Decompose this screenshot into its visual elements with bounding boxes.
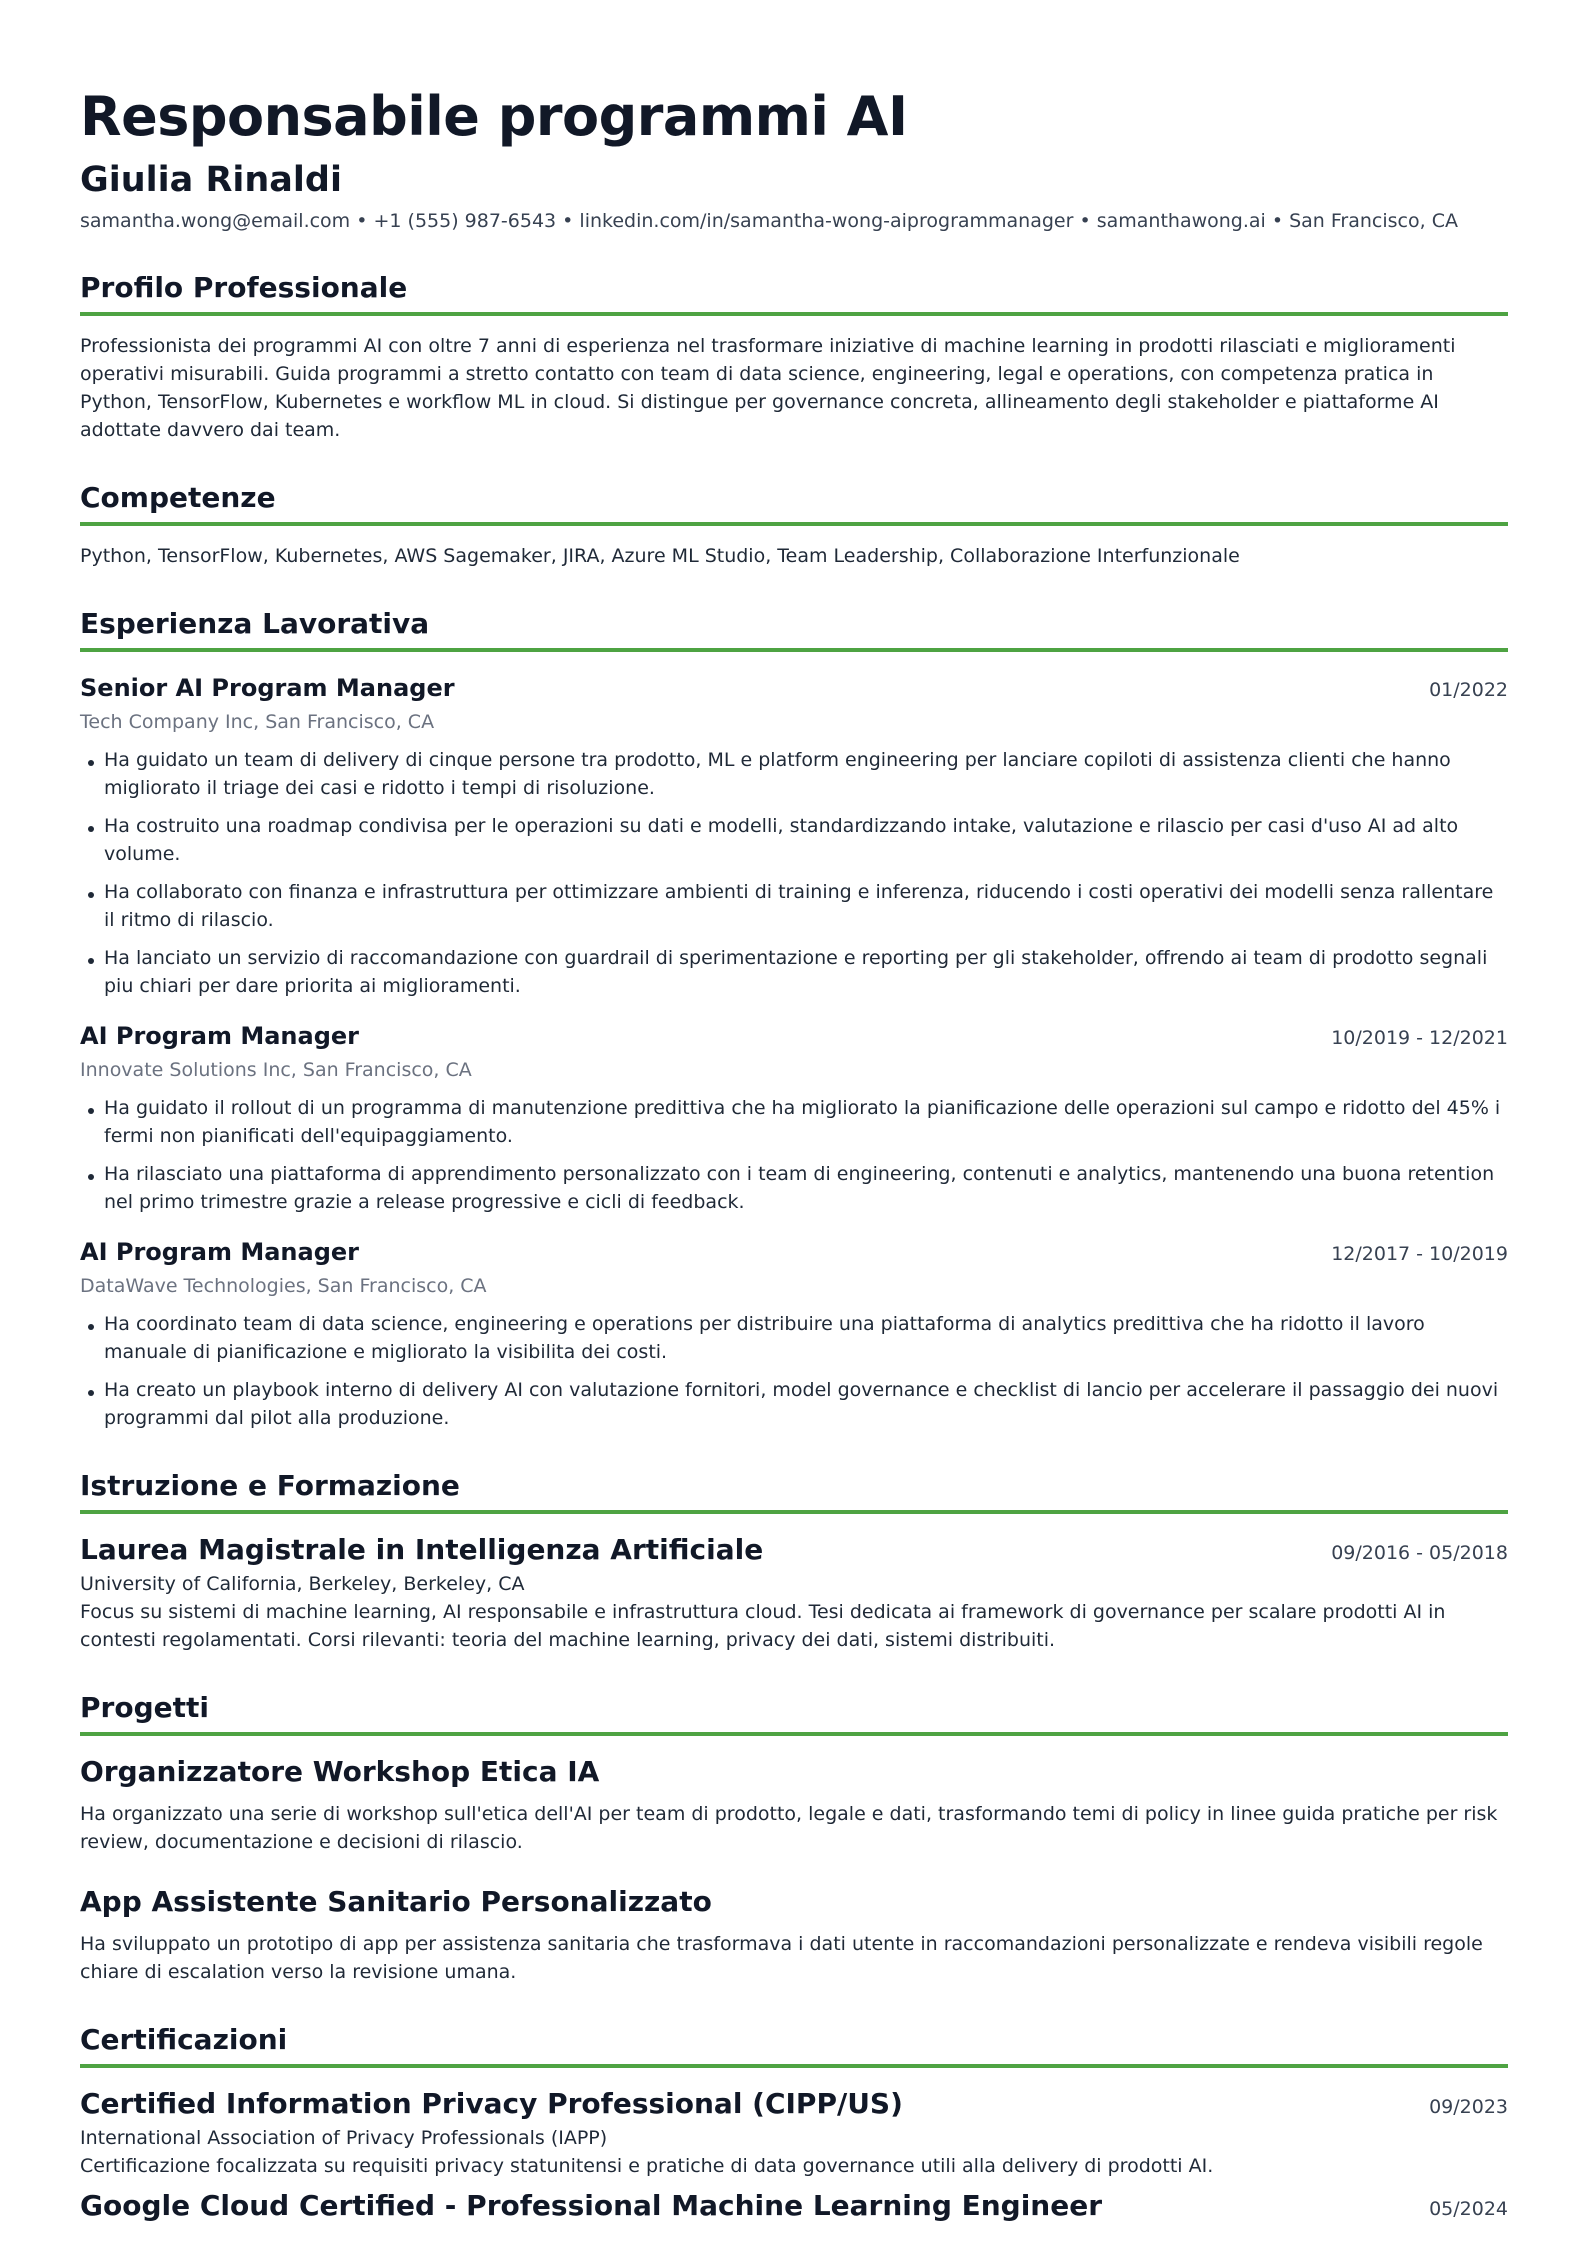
job-bullets — [80, 746, 1508, 1000]
certification-entry — [80, 2086, 1508, 2180]
project-desc: Ha sviluppato un prototipo di app per assistenza sanitaria che trasformava i dati utente in raccomandazioni personalizzate e rendeva visibili regole chiare di escalation verso la revisione umana. — [80, 1933, 1483, 1983]
bullet-item: Ha lanciato un servizio di raccomandazione con guardrail di sperimentazione e reporting per gli stakeholder, offrendo ai team di prodotto segnali piu chiari per dare priorita ai miglioramenti. — [80, 944, 1508, 1000]
job-entry — [80, 1236, 1508, 1432]
section-heading: Certificazioni — [80, 2022, 1508, 2068]
job-company: Innovate Solutions Inc, San Francisco, CA — [80, 1059, 472, 1081]
section-heading: Profilo Professionale — [80, 270, 1508, 316]
job-company: DataWave Technologies, San Francisco, CA — [80, 1275, 487, 1297]
bullet-item: Ha creato un playbook interno di delivery AI con valutazione fornitori, model governance e checklist di lancio per accelerare il passaggio dei nuovi programmi dal pilot alla produzione. — [80, 1376, 1508, 1432]
section-heading: Esperienza Lavorativa — [80, 606, 1508, 652]
education-section — [80, 1468, 1508, 1654]
job-title: AI Program Manager — [80, 1238, 359, 1266]
resume-header — [80, 82, 1508, 234]
school-name: University of California, Berkeley, Berkeley, CA — [80, 1573, 525, 1595]
job-bullets — [80, 1310, 1508, 1432]
certification-issuer: International Association of Privacy Professionals (IAPP) — [80, 2127, 608, 2149]
job-date: 10/2019 - 12/2021 — [1331, 1027, 1508, 1049]
job-bullets — [80, 1094, 1508, 1216]
resume-page — [80, 82, 1508, 2224]
bullet-item: Ha collaborato con finanza e infrastruttura per ottimizzare ambienti di training e inferenza, riducendo i costi operativi dei modelli senza rallentare il ritmo di rilascio. — [80, 878, 1508, 934]
education-entry — [80, 1532, 1508, 1654]
job-company: Tech Company Inc, San Francisco, CA — [80, 711, 435, 733]
candidate-name: Giulia Rinaldi — [80, 160, 342, 200]
projects-section — [80, 1690, 1508, 1986]
profile-section — [80, 270, 1508, 444]
contact-line: samantha.wong@email.com • +1 (555) 987-6543 • linkedin.com/in/samantha-wong-aiprogrammanager • samanthawong.ai • San Francisco, CA — [80, 210, 1458, 232]
project-title: App Assistente Sanitario Personalizzato — [80, 1885, 712, 1918]
section-heading: Competenze — [80, 480, 1508, 526]
certification-date: 05/2024 — [1429, 2198, 1508, 2220]
certification-date: 09/2023 — [1429, 2096, 1508, 2118]
page-title: Responsabile programmi AI — [80, 85, 908, 148]
project-title: Organizzatore Workshop Etica IA — [80, 1755, 600, 1788]
experience-section — [80, 606, 1508, 1432]
certification-title: Google Cloud Certified - Professional Machine Learning Engineer — [80, 2189, 1103, 2222]
project-entry — [80, 1754, 1508, 1856]
job-date: 01/2022 — [1429, 679, 1508, 701]
project-entry — [80, 1884, 1508, 1986]
section-heading: Progetti — [80, 1690, 1508, 1736]
education-desc: Focus su sistemi di machine learning, AI responsabile e infrastruttura cloud. Tesi dedicata ai framework di governance per scalare prodotti AI in contesti regolamentati. Corsi rilevanti: teoria del machine learning, privacy dei dati, sistemi distribuiti. — [80, 1601, 1446, 1651]
bullet-item: Ha coordinato team di data science, engineering e operations per distribuire una piattaforma di analytics predittiva che ha ridotto il lavoro manuale di pianificazione e migliorato la visibilita dei costi. — [80, 1310, 1508, 1366]
skills-text: Python, TensorFlow, Kubernetes, AWS Sagemaker, JIRA, Azure ML Studio, Team Leadership, Collaborazione Interfunzionale — [80, 545, 1240, 567]
profile-text: Professionista dei programmi AI con oltre 7 anni di esperienza nel trasformare iniziative di machine learning in prodotti rilasciati e miglioramenti operativi misurabili. Guida programmi a stretto contatto con team di data science, engineering, legal e operations, con competenza pratica in Python, TensorFlow, Kubernetes e workflow ML in cloud. Si distingue per governance concreta, allineamento degli stakeholder e piattaforme AI adottate davvero dai team. — [80, 335, 1456, 441]
bullet-item: Ha rilasciato una piattaforma di apprendimento personalizzato con i team di engineering, contenuti e analytics, mantenendo una buona retention nel primo trimestre grazie a release progressive e cicli di feedback. — [80, 1160, 1508, 1216]
education-date: 09/2016 - 05/2018 — [1331, 1542, 1508, 1564]
job-title: AI Program Manager — [80, 1022, 359, 1050]
job-entry — [80, 672, 1508, 1000]
project-desc: Ha organizzato una serie di workshop sull'etica dell'AI per team di prodotto, legale e dati, trasformando temi di policy in linee guida pratiche per risk review, documentazione e decisioni di rilascio. — [80, 1803, 1498, 1853]
job-date: 12/2017 - 10/2019 — [1331, 1243, 1508, 1265]
certification-title: Certified Information Privacy Professional (CIPP/US) — [80, 2087, 903, 2120]
section-heading: Istruzione e Formazione — [80, 1468, 1508, 1514]
job-entry — [80, 1020, 1508, 1216]
skills-section — [80, 480, 1508, 570]
certifications-section — [80, 2022, 1508, 2224]
bullet-item: Ha guidato un team di delivery di cinque persone tra prodotto, ML e platform engineering per lanciare copiloti di assistenza clienti che hanno migliorato il triage dei casi e ridotto i tempi di risoluzione. — [80, 746, 1508, 802]
certification-entry — [80, 2188, 1508, 2224]
bullet-item: Ha costruito una roadmap condivisa per le operazioni su dati e modelli, standardizzando intake, valutazione e rilascio per casi d'uso AI ad alto volume. — [80, 812, 1508, 868]
certification-desc: Certificazione focalizzata su requisiti privacy statunitensi e pratiche di data governance utili alla delivery di prodotti AI. — [80, 2155, 1214, 2177]
degree-title: Laurea Magistrale in Intelligenza Artificiale — [80, 1533, 764, 1566]
bullet-item: Ha guidato il rollout di un programma di manutenzione predittiva che ha migliorato la pianificazione delle operazioni sul campo e ridotto del 45% i fermi non pianificati dell'equipaggiamento. — [80, 1094, 1508, 1150]
job-title: Senior AI Program Manager — [80, 674, 455, 702]
